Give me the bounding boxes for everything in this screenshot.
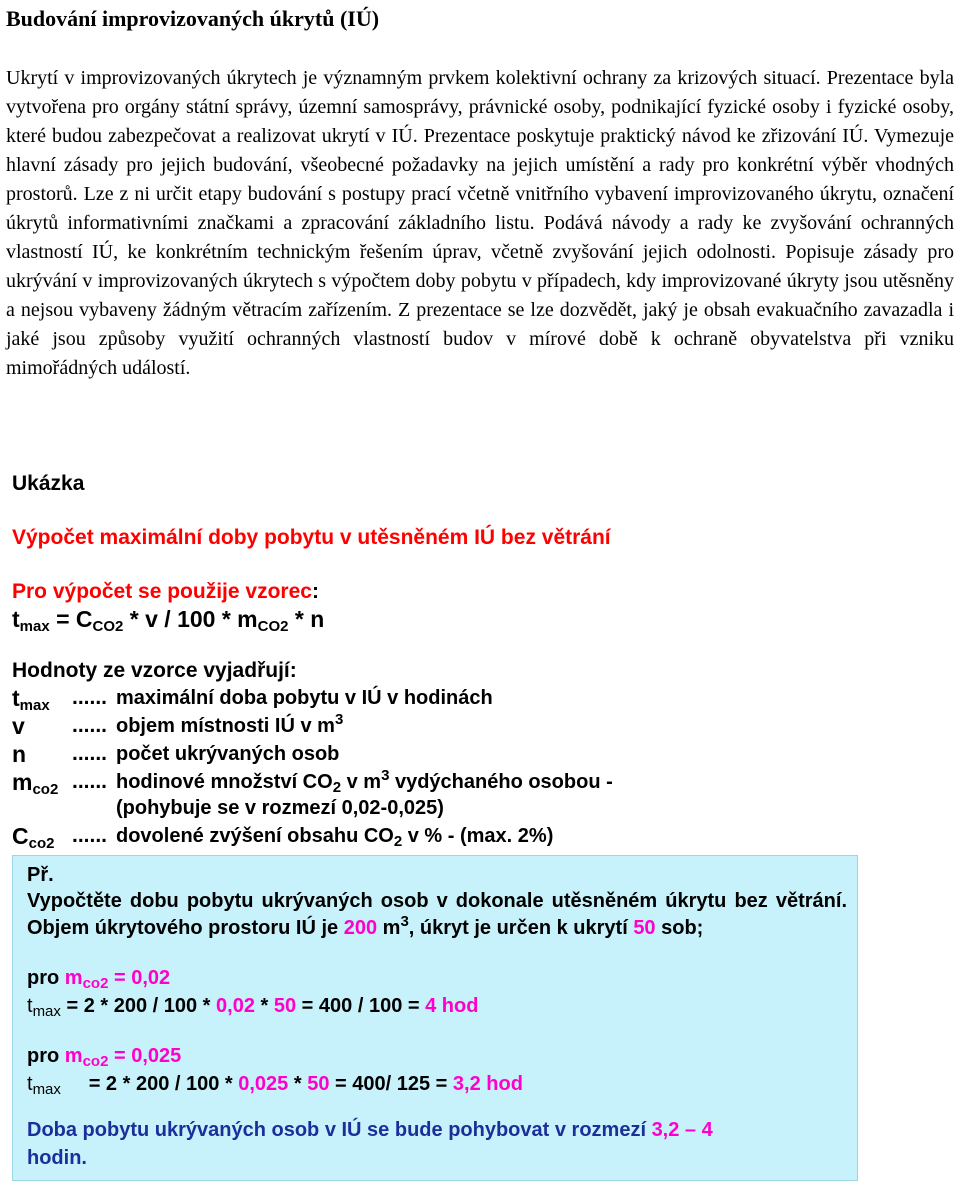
calc-result: 3,2 hod: [452, 1073, 523, 1095]
variable-dots: ......: [72, 714, 108, 737]
example-task: Vypočtěte dobu pobytu ukrývaných osob v dokonale utěsněném úkrytu bez větrání. Objem úkrytového prostoru IÚ je 200 $m^3$, úkryt je určen k ukrytí 50 sob;: [27, 890, 847, 939]
page-title: Budování improvizovaných úkrytů (IÚ): [6, 6, 380, 31]
intro-paragraph: Ukrytí v improvizovaných úkrytech je významným prvkem kolektivní ochrany za krizových situací. Prezentace byla vytvořena pro orgány státní správy, územní samosprávy, právnické osoby, podnikající fyzické osoby i fyzické osoby, které budou zabezpečovat a realizovat ukrytí v IÚ. Prezentace poskytuje praktický návod ke zřizování IÚ. Vymezuje hlavní zásady pro jejich budování, všeobecné požadavky na jejich umístění a rady pro konkrétní výběr vhodných prostorů. Lze z ni určit etapy budování s postupy prací včetně vnitřního vybavení improvizovaného úkrytu, označení úkrytů informativními značkami a zpracování základního listu. Podává návody a rady ke zvyšování ochranných vlastností IÚ, ke konkrétním technickým řešením úprav, včetně zvyšování jejich odolnosti. Popisuje zásady pro ukrývání v improvizovaných úkrytech s výpočtem doby pobytu v případech, kdy improvizované úkryty jsou utěsněny a nejsou vybaveny žádným větracím zařízením. Z prezentace se lze dozvědět, jaký je obsah evakuačního zavazadla i jaké jsou způsoby využití ochranných vlastností budov v mírové době k ochraně obyvatelstva při vzniku mimořádných událostí.: [6, 67, 954, 379]
variable-dots: ......: [72, 686, 108, 709]
variable-description: maximální doba pobytu v IÚ v hodinách: [116, 687, 493, 709]
variable-symbol: $t_{max}$: [12, 685, 50, 714]
calculation-1: [27, 964, 847, 1020]
document: [6, 0, 954, 383]
calc-condition: pro $m_{co2} = 0,02$: [27, 967, 171, 992]
example-label: Př.: [27, 864, 54, 886]
formula-mid: * v / 100 * m: [123, 606, 258, 632]
sample-heading: Ukázka: [12, 472, 85, 495]
formula-t: t: [12, 606, 20, 632]
formula: [12, 606, 960, 633]
calc-equation: $t_{max} = 2 * 200 / 100 * 0,02 * 50 = 400 / 100 = 4$ hod: [27, 995, 479, 1020]
conclusion-range: 3,2 – 4: [651, 1119, 713, 1141]
formula-intro: [12, 580, 960, 604]
formula-end: * n: [288, 606, 325, 632]
variable-description: dovolené zvýšení obsahu $CO_2$ v % - (max. 2%): [116, 825, 554, 850]
variable-symbol: $m_{co2}$: [12, 769, 59, 798]
variable-symbol: v: [12, 713, 25, 739]
variable-mco2: [12, 767, 960, 798]
formula-intro-colon: :: [311, 580, 319, 603]
variable-dots: ......: [72, 742, 108, 765]
formula-m-sub: CO2: [257, 618, 289, 635]
formula-c-sub: CO2: [92, 618, 124, 635]
variable-v: [12, 713, 960, 739]
variable-description: objem místnosti IÚ v $m^3$: [116, 711, 344, 737]
variable-symbol: n: [12, 741, 27, 767]
variable-description: počet ukrývaných osob: [116, 743, 340, 765]
sample-subtitle: Výpočet maximální doby pobytu v utěsněném IÚ bez větrání: [12, 526, 611, 549]
variable-description-continued: (pohybuje se v rozmezí 0,02-0,025): [116, 797, 444, 819]
calculation-2: [27, 1042, 847, 1098]
variable-tmax: [12, 685, 960, 714]
calc-result: 4 hod: [425, 995, 479, 1017]
volume-value: 200: [343, 917, 378, 939]
variable-dots: ......: [72, 824, 108, 847]
variable-description: hodinové množství $CO_2$ v $m^3$ vydýchaného osobou -: [116, 767, 613, 796]
conclusion: Doba pobytu ukrývaných osob v IÚ se bude pohybovat v rozmezí 3,2 – 4 hodin.: [27, 1119, 713, 1169]
calc-condition: pro $m_{co2} = 0,025$: [27, 1045, 182, 1070]
sample-image: [12, 472, 960, 852]
formula-c: = C: [49, 606, 93, 632]
variables-heading: Hodnoty ze vzorce vyjadřují:: [12, 659, 297, 682]
variable-n: [12, 741, 960, 767]
persons-value: 50: [633, 917, 656, 939]
example-box: [12, 855, 858, 1181]
formula-intro-text: Pro výpočet se použije vzorec: [12, 580, 312, 603]
formula-t-sub: max: [19, 618, 50, 635]
variable-dots: ......: [72, 770, 108, 793]
variable-cco2: [12, 823, 960, 852]
calc-equation: $t_{max}$ = 2 * 200 / 100 * 0,025 * 50 = 400/ 125 = 3,2 hod: [27, 1073, 523, 1098]
variable-symbol: $C_{co2}$: [12, 823, 55, 852]
